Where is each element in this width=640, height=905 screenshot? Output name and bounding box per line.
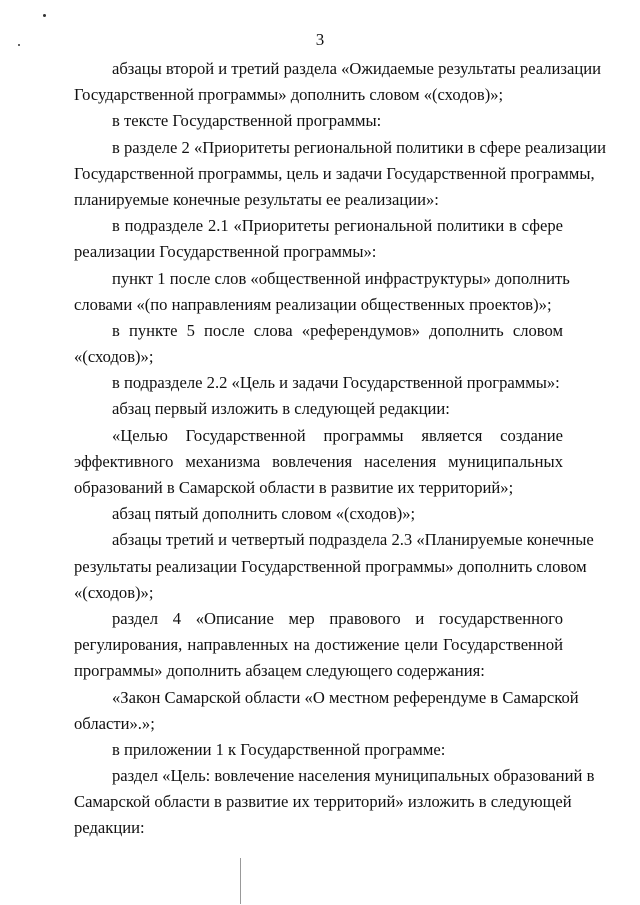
text-line: в пункте 5 после слова «референдумов» дополнить словом: [112, 320, 563, 340]
text-line: абзацы второй и третий раздела «Ожидаемые результаты реализации: [112, 59, 601, 78]
scan-artifact: [240, 858, 241, 904]
text-line: в разделе 2 «Приоритеты региональной политики в сфере реализации: [112, 137, 607, 157]
text-line: в подразделе 2.2 «Цель и задачи Государственной программы»:: [112, 373, 560, 393]
text-line: регулирования, направленных на достижение цели Государственной: [74, 635, 563, 655]
document-body: [74, 56, 607, 842]
text-line: программы» дополнить абзацем следующего содержания:: [74, 661, 485, 681]
text-line: абзац пятый дополнить словом «(сходов)»;: [112, 504, 416, 524]
page-number: 3: [315, 30, 325, 49]
scan-mark: [43, 14, 46, 17]
text-line: результаты реализации Государственной программы» дополнить словом: [74, 556, 587, 576]
text-line: «Целью Государственной программы является создание: [112, 425, 563, 445]
text-line: Государственной программы, цель и задачи Государственной программы,: [74, 163, 595, 183]
text-line: «Закон Самарской области «О местном референдуме в Самарской: [112, 687, 579, 707]
text-line: абзац первый изложить в следующей редакции:: [112, 399, 450, 419]
text-line: «(сходов)»;: [74, 347, 154, 367]
text-line: области».»;: [74, 713, 155, 733]
text-line: Государственной программы» дополнить словом «(сходов)»;: [74, 85, 504, 105]
text-line: образований в Самарской области в развитие их территорий»;: [74, 478, 514, 497]
text-line: в подразделе 2.1 «Приоритеты региональной политики в сфере: [112, 216, 563, 236]
text-line: редакции:: [74, 818, 145, 838]
text-line: Самарской области в развитие их территорий» изложить в следующей: [74, 792, 572, 812]
text-line: пункт 1 после слов «общественной инфраструктуры» дополнить: [112, 268, 570, 288]
text-line: словами «(по направлениям реализации общественных проектов)»;: [74, 294, 552, 314]
text-line: реализации Государственной программы»:: [74, 242, 377, 262]
text-line: «(сходов)»;: [74, 582, 154, 602]
text-line: эффективного механизма вовлечения населения муниципальных: [74, 451, 563, 471]
text-line: раздел «Цель: вовлечение населения муниципальных образований в: [112, 766, 595, 786]
text-line: планируемые конечные результаты ее реализации»:: [74, 189, 439, 209]
text-line: раздел 4 «Описание мер правового и государственного: [112, 608, 563, 628]
text-line: в приложении 1 к Государственной программе:: [112, 739, 446, 759]
text-line: в тексте Государственной программы:: [112, 111, 382, 131]
text-line: абзацы третий и четвертый подраздела 2.3 «Планируемые конечные: [112, 530, 594, 550]
